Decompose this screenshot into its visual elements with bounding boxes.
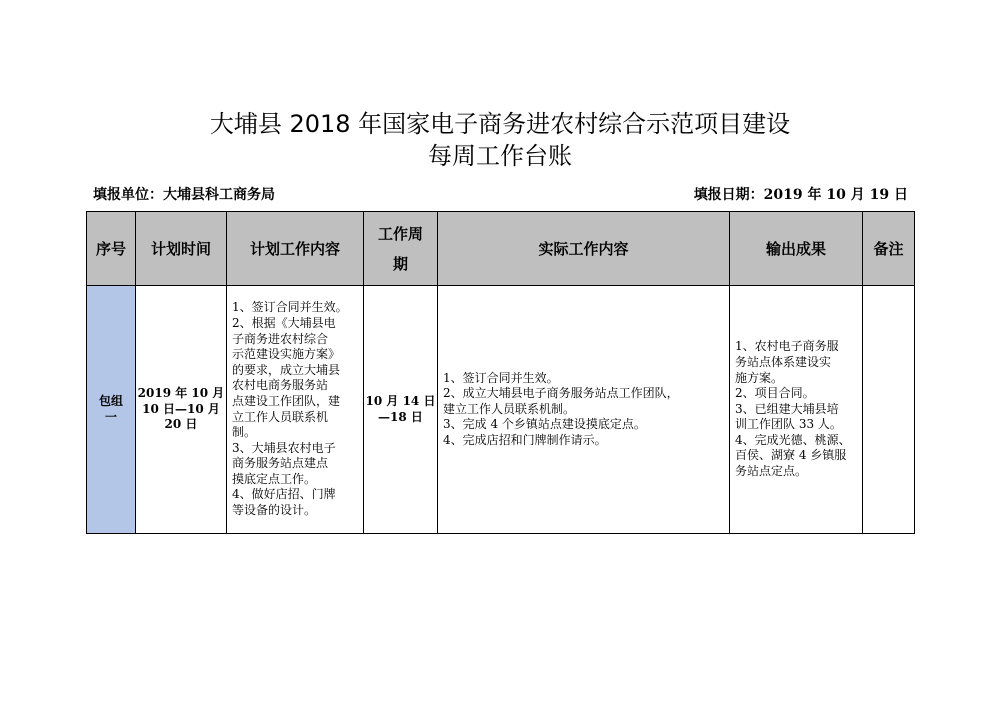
output-line: 务站点体系建设实: [735, 354, 832, 369]
actual-line: 建立工作人员联系机制。: [443, 401, 576, 416]
actual-line: 4、完成店招和门牌制作请示。: [443, 432, 607, 447]
reporting-unit: 填报单位：大埔县科工商务局: [93, 187, 275, 203]
plan-line: 农村电商务服务站: [232, 378, 329, 393]
header-output: 输出成果: [730, 212, 863, 286]
actual-line: 3、完成 4 个乡镇站点建设摸底定点。: [443, 417, 646, 432]
output-line: 训工作团队 33 人。: [735, 417, 842, 432]
plan-line: 示范建设实施方案》: [232, 347, 341, 362]
cell-plan-content: [227, 286, 364, 534]
header-actual-content: 实际工作内容: [438, 212, 730, 286]
cell-actual-content: [438, 286, 730, 534]
document-title-line1: 大埔县 2018 年国家电子商务进农村综合示范项目建设: [209, 110, 791, 138]
output-line: 务站点定点。: [735, 464, 808, 479]
document-title-line2: 每周工作台账: [428, 142, 572, 170]
table-header-row: [87, 212, 915, 286]
output-line: 施方案。: [735, 370, 784, 385]
table-row: [87, 286, 915, 534]
header-plan-time: 计划时间: [136, 212, 227, 286]
output-line: 百侯、湖寮 4 乡镇服: [735, 448, 847, 463]
header-period: [364, 212, 438, 286]
plan-line: 2、根据《大埔县电: [232, 315, 336, 330]
plan-line: 子商务进农村综合: [232, 331, 329, 346]
cell-period: [364, 286, 438, 534]
cell-output: [730, 286, 863, 534]
plan-time-line2: 10 日—10 月: [142, 401, 220, 416]
actual-line: 2、成立大埔县电子商务服务站点工作团队，: [443, 386, 679, 401]
plan-line: 的要求，成立大埔县: [232, 362, 341, 377]
output-line: 4、完成光德、桃源、: [735, 432, 851, 447]
output-line: 2、项目合同。: [735, 386, 815, 401]
header-plan-content: 计划工作内容: [227, 212, 364, 286]
plan-line: 立工作人员联系机: [232, 409, 329, 424]
cell-remark: [863, 286, 915, 534]
plan-time-line3: 20 日: [164, 417, 198, 432]
plan-line: 摸底定点工作。: [232, 471, 317, 486]
plan-line: 点建设工作团队，建: [232, 393, 341, 408]
plan-line: 等设备的设计。: [232, 503, 317, 518]
period-line1: 10 月 14 日: [365, 393, 436, 408]
plan-line: 3、大埔县农村电子: [232, 440, 336, 455]
plan-line: 4、做好店招、门牌: [232, 487, 336, 502]
plan-line: 商务服务站点建点: [232, 456, 329, 471]
plan-time-line1: 2019 年 10 月: [137, 386, 225, 401]
output-line: 1、农村电子商务服: [735, 339, 839, 354]
plan-line: 1、签订合同并生效。: [232, 300, 348, 315]
header-period-line2: 期: [392, 254, 408, 273]
weekly-ledger-table: [86, 211, 915, 534]
seq-line2: 一: [104, 409, 117, 424]
seq-line1: 包组: [98, 393, 123, 408]
header-period-line1: 工作周: [377, 224, 423, 243]
period-line2: —18 日: [378, 409, 423, 424]
actual-line: 1、签订合同并生效。: [443, 370, 559, 385]
header-remark: 备注: [863, 212, 915, 286]
header-seq: 序号: [87, 212, 136, 286]
cell-plan-time: [136, 286, 227, 534]
plan-line: 制。: [232, 425, 257, 440]
reporting-date: 填报日期：2019 年 10 月 19 日: [693, 187, 908, 203]
output-line: 3、已组建大埔县培: [735, 401, 839, 416]
cell-seq: [87, 286, 136, 534]
